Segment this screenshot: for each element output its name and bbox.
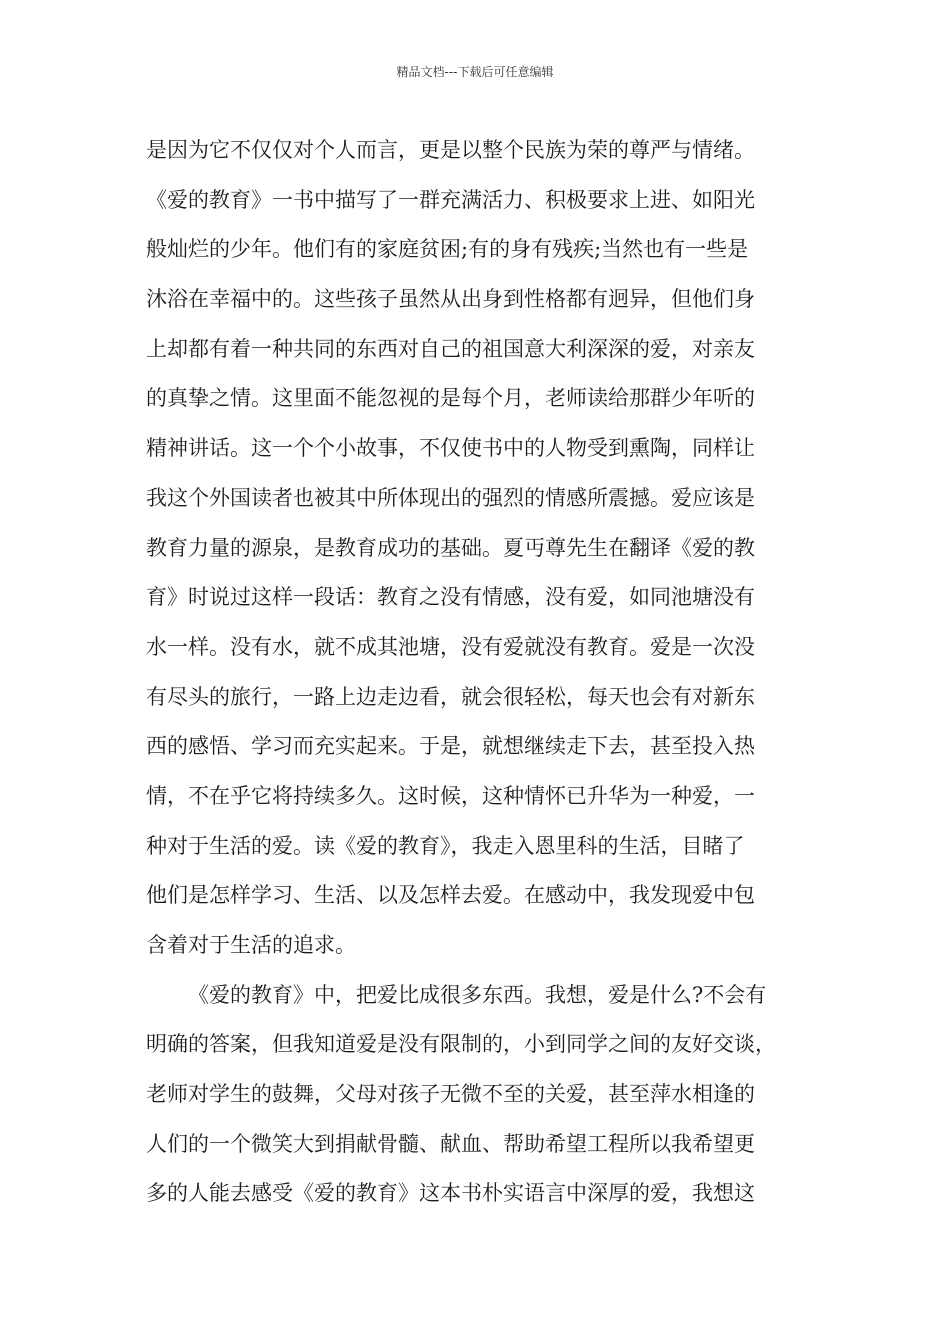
text-line: 多的人能去感受《爱的教育》这本书朴实语言中深厚的爱，我想这 <box>146 1181 755 1206</box>
text-line: 有尽头的旅行，一路上边走边看，就会很轻松，每天也会有对新东 <box>146 684 755 709</box>
text-line: 的真挚之情。这里面不能忽视的是每个月，老师读给那群少年听的 <box>146 386 755 411</box>
text-line: 育》时说过这样一段话：教育之没有情感，没有爱，如同池塘没有 <box>146 585 755 610</box>
text-line: 老师对学生的鼓舞，父母对孩子无微不至的关爱，甚至萍水相逢的 <box>146 1082 755 1107</box>
text-line: 人们的一个微笑大到捐献骨髓、献血、帮助希望工程所以我希望更 <box>146 1131 755 1156</box>
paragraph-1 <box>146 126 816 971</box>
document-body <box>146 126 816 1219</box>
text-line: 是因为它不仅仅对个人而言，更是以整个民族为荣的尊严与情绪。 <box>146 138 755 162</box>
page-header: 精品文档---下载后可任意编辑 <box>396 65 554 79</box>
text-line: 《爱的教育》中，把爱比成很多东西。我想，爱是什么?不会有 <box>188 982 767 1007</box>
text-line: 水一样。没有水，就不成其池塘，没有爱就没有教育。爱是一次没 <box>146 634 755 659</box>
text-line: 我这个外国读者也被其中所体现出的强烈的情感所震撼。爱应该是 <box>146 485 755 510</box>
text-line: 般灿烂的少年。他们有的家庭贫困;有的身有残疾;当然也有一些是 <box>146 237 749 262</box>
text-line: 上却都有着一种共同的东西对自己的祖国意大利深深的爱，对亲友 <box>146 336 755 361</box>
text-line: 他们是怎样学习、生活、以及怎样去爱。在感动中，我发现爱中包 <box>146 883 755 908</box>
text-line: 教育力量的源泉，是教育成功的基础。夏丏尊先生在翻译《爱的教 <box>146 535 755 560</box>
text-line: 种对于生活的爱。读《爱的教育》，我走入恩里科的生活，目睹了 <box>146 833 745 858</box>
text-line: 《爱的教育》一书中描写了一群充满活力、积极要求上进、如阳光 <box>146 187 755 212</box>
text-line: 情，不在乎它将持续多久。这时候，这种情怀已升华为一种爱，一 <box>146 783 755 808</box>
text-line: 沐浴在幸福中的。这些孩子虽然从出身到性格都有迥异，但他们身 <box>146 287 755 312</box>
text-line: 明确的答案，但我知道爱是没有限制的，小到同学之间的友好交谈， <box>146 1032 776 1057</box>
paragraph-2 <box>146 971 816 1219</box>
text-line: 精神讲话。这一个个小故事，不仅使书中的人物受到熏陶，同样让 <box>146 436 755 461</box>
text-line: 含着对于生活的追求。 <box>146 933 356 957</box>
text-line: 西的感悟、学习而充实起来。于是，就想继续走下去，甚至投入热 <box>146 734 755 759</box>
